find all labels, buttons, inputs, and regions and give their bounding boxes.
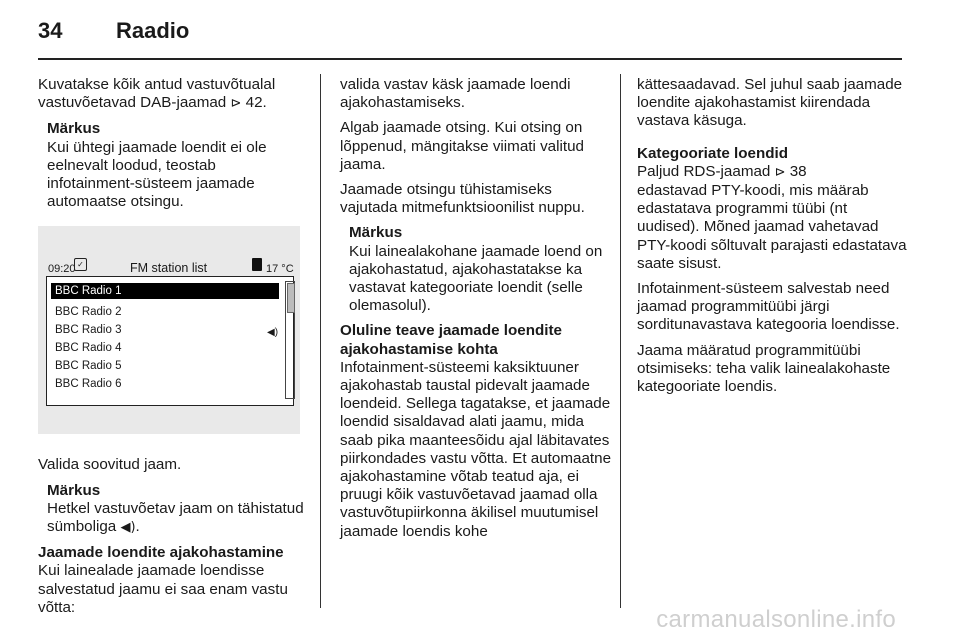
list-scrollbar[interactable] [285, 281, 295, 399]
note-text: Hetkel vastuvõetav jaam on tähistatud sümboliga ◀). [47, 499, 304, 536]
reference-arrow-icon: ⊳ [774, 164, 786, 180]
phone-icon [252, 258, 262, 271]
paragraph: Infotainment-süsteemi kaksiktuuner ajakohastab taustal pidevalt jaamade loendeid. Sellega tagatakse, et jaamade loendid sisaldavad alati jaamu, mida saab pika maanteesõidu ajal läbitavates piirkondades vastu võtta. Et automaatne ajakohastamine võtab teatud aja, ei pruugi kõik vastuvõetavad jaamad olla vastuvõtupiirkonna äkilisel muutumisel jaamade loendis kohe [340, 358, 612, 540]
paragraph: Jaamade otsingu tühistamiseks vajutada mitmefunktsioonilist nuppu. [340, 181, 585, 217]
paragraph: Jaama määratud programmitüübi otsimiseks: teha valik lainealakohaste kategooriate loendis. [637, 341, 891, 396]
note-text: Kui lainealakohane jaamade loend on ajakohastatud, ajakohastatakse ka vastavat kategooriate loendit (selle olemasolul). [349, 242, 603, 315]
header-rule [38, 58, 902, 60]
column-divider [620, 74, 621, 608]
note-heading: Märkus [349, 224, 403, 242]
column-3 [637, 76, 907, 403]
clock-icon: ✓ [74, 258, 87, 271]
note-box [47, 120, 306, 211]
page-header [38, 18, 189, 48]
column-divider [320, 74, 321, 608]
screen-time: 09:20 [48, 263, 76, 276]
section-heading: Kategooriate loendid [637, 144, 789, 162]
section-heading: Jaamade loendite ajakohastamine [38, 544, 284, 562]
station-item[interactable]: BBC Radio 4 [55, 342, 122, 355]
paragraph: Kui lainealade jaamade loendisse salvestatud jaamu ei saa enam vastu võtta: [38, 562, 288, 616]
column-1 [38, 76, 306, 624]
note-box [47, 482, 306, 538]
paragraph: Kuvatakse kõik antud vastuvõtualal vastuvõetavad DAB-jaamad ⊳ 42. [38, 76, 276, 112]
page-title: Raadio [116, 18, 190, 43]
note-text: Kui ühtegi jaamade loendit ei ole eelnevalt loodud, teostab infotainment-süsteem jaamade automaatse otsingu. [47, 138, 267, 211]
screen-title: FM station list [130, 261, 208, 276]
station-list-screen [38, 226, 300, 434]
section-heading: Oluline teave jaamade loendite ajakohastamise kohta [340, 322, 562, 358]
page-number: 34 [38, 18, 63, 43]
scrollbar-thumb[interactable] [287, 283, 295, 313]
speaker-icon: ◀) [267, 327, 279, 339]
screen-temperature: 17 °C [266, 263, 294, 276]
column-2 [340, 76, 612, 548]
station-list-panel [46, 276, 294, 406]
reference-arrow-icon: ⊳ [230, 96, 242, 112]
paragraph: Valida soovitud jaam. [38, 456, 182, 474]
footer-watermark: carmanualsonline.info [656, 606, 896, 633]
paragraph: Paljud RDS-jaamad ⊳ 38 edastavad PTY-koodi, mis määrab edastatava programmi tüübi (nt uudised). Mõned jaamad vahetavad PTY-koodi sõltuvalt parajasti edastatava saate sisust. [637, 162, 907, 272]
station-item[interactable]: BBC Radio 1 [51, 283, 279, 299]
paragraph: kättesaadavad. Sel juhul saab jaamade loendite ajakohastamist kiirendada vastava käsuga. [637, 76, 903, 130]
station-item[interactable]: BBC Radio 6 [55, 378, 122, 391]
note-heading: Märkus [47, 120, 101, 138]
speaker-icon: ◀) [120, 520, 136, 536]
paragraph: valida vastav käsk jaamade loendi ajakohastamiseks. [340, 76, 571, 112]
note-heading: Märkus [47, 481, 101, 499]
paragraph: Algab jaamade otsing. Kui otsing on lõppenud, mängitakse viimati valitud jaama. [340, 119, 584, 173]
note-box [349, 224, 612, 315]
station-item[interactable]: BBC Radio 3 [55, 324, 122, 337]
paragraph: Infotainment-süsteem salvestab need jaamad programmitüübi järgi sorditunavastava kategooria loendisse. [637, 280, 900, 334]
station-item[interactable]: BBC Radio 2 [55, 306, 122, 319]
station-item[interactable]: BBC Radio 5 [55, 360, 122, 373]
